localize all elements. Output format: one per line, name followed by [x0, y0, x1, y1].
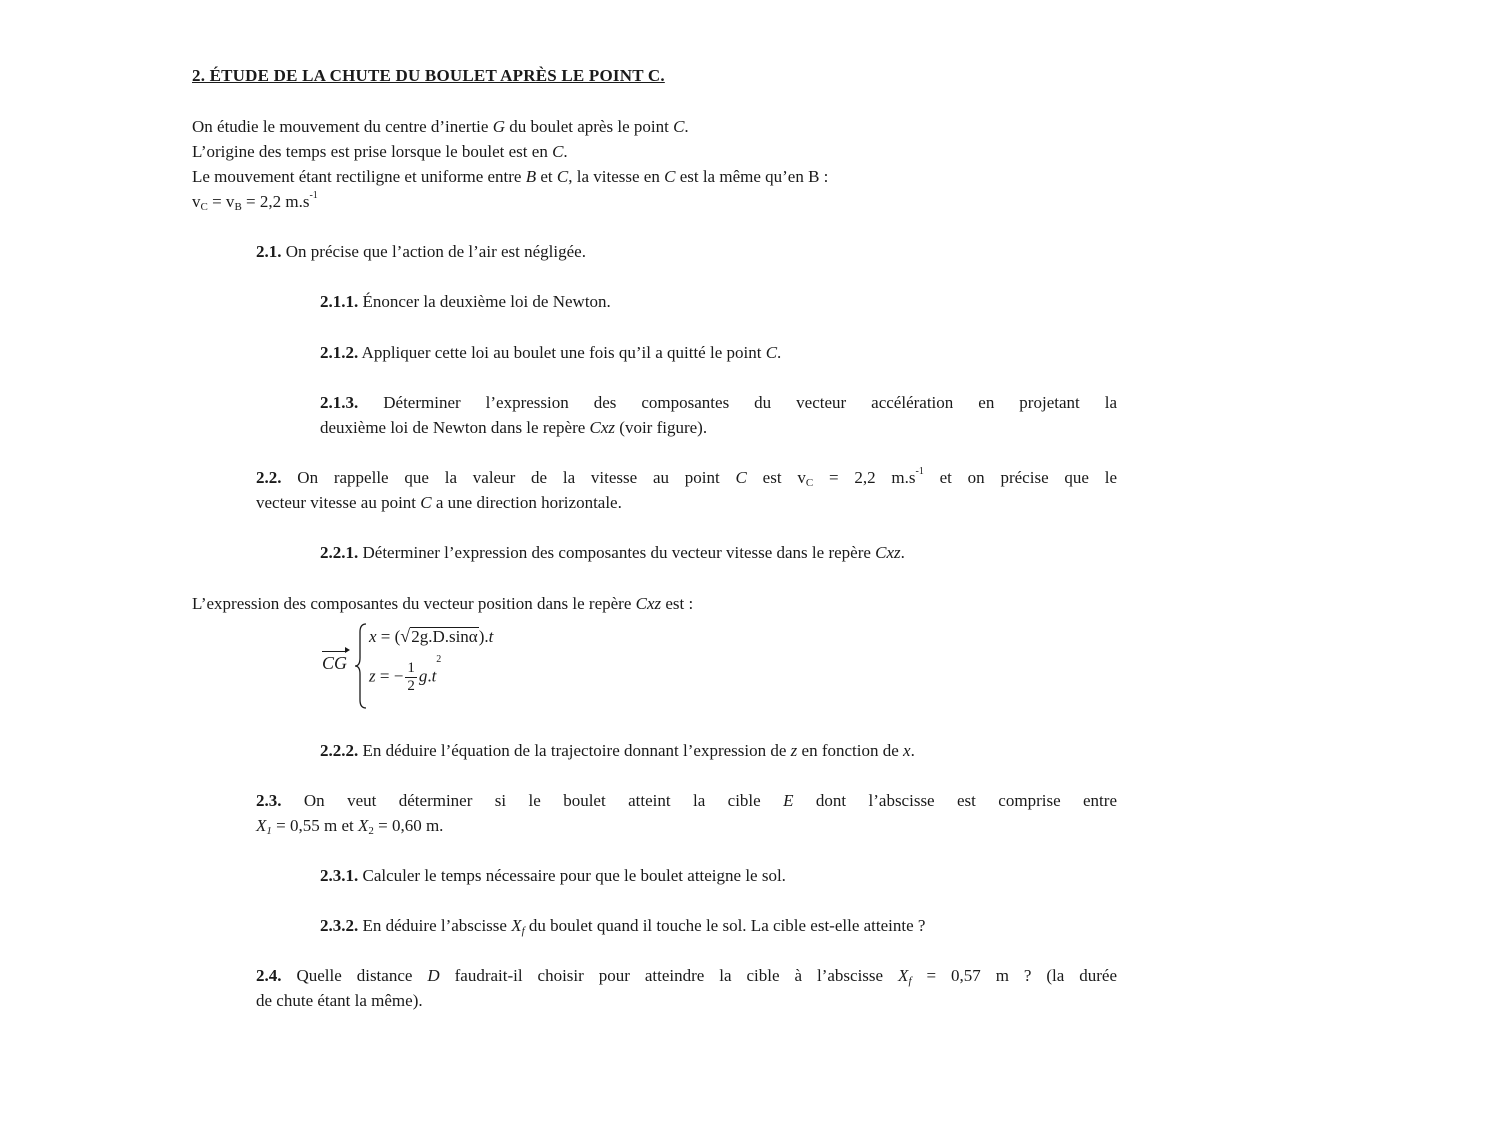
question-2-1-3-line-2: deuxième loi de Newton dans le repère Cxz (voir figure). [320, 418, 708, 437]
question-2-2-line-2: vecteur vitesse au point C a une direction horizontale. [256, 493, 622, 512]
position-expression-text: L’expression des composantes du vecteur position dans le repère Cxz est : [192, 594, 694, 613]
question-2-4-line-2: de chute étant la même). [256, 991, 423, 1010]
question-2-3-line-1: 2.3. On veut déterminer si le boulet atteint la cible E dont l’abscisse est comprise entre [256, 791, 1117, 810]
intro-line-2: L’origine des temps est prise lorsque le boulet est en C. [192, 142, 568, 161]
question-2-1-1: 2.1.1. Énoncer la deuxième loi de Newton. [320, 292, 611, 311]
question-2-3-line-2: $X_1 = 0,55$ m et $X_2 = 0,60$ m. [256, 816, 444, 837]
question-2-1-3-line-1: 2.1.3. Déterminer l’expression des composantes du vecteur accélération en projetant la [320, 393, 1117, 412]
question-2-2-line-1: 2.2. On rappelle que la valeur de la vitesse au point C est $v_C = 2,2$ $m.s^{-1}$ et on précise que le [256, 466, 1117, 489]
question-2-2-1: 2.2.1. Déterminer l’expression des composantes du vecteur vitesse dans le repère Cxz. [320, 543, 905, 562]
question-2-4-line-1: 2.4. Quelle distance D faudrait-il choisir pour atteindre la cible à l’abscisse $X_f = 0,57$ m ? (la durée [256, 966, 1118, 987]
question-2-1-2: 2.1.2. Appliquer cette loi au boulet une fois qu’il a quitté le point C. [320, 343, 782, 362]
intro-line-3: Le mouvement étant rectiligne et uniforme entre B et C, la vitesse en C est la même qu’en B : [192, 167, 829, 186]
system-brace [354, 622, 368, 710]
question-2-3-1: 2.3.1. Calculer le temps nécessaire pour que le boulet atteigne le sol. [320, 866, 786, 885]
intro-line-4: $v_C = v_B = 2,2$ $m.s^{-1}$ [192, 190, 318, 213]
question-2-3-2: 2.3.2. En déduire l’abscisse $X_f$ du boulet quand il touche le sol. La cible est-elle atteinte ? [320, 916, 926, 937]
vector-cg-label: CG [322, 653, 348, 673]
equation-x: x = (√2g.D.sinα).t [369, 626, 494, 646]
intro-line-1: On étudie le mouvement du centre d’inertie G du boulet après le point C. [192, 117, 689, 136]
question-2-2-2: 2.2.2. En déduire l’équation de la trajectoire donnant l’expression de z en fonction de x. [320, 741, 915, 760]
equation-z: z = − $\frac{1}{2}$ $g.t^2$ [369, 654, 442, 694]
section-title: 2. ÉTUDE DE LA CHUTE DU BOULET APRÈS LE POINT C. [192, 66, 665, 85]
question-2-1: 2.1. On précise que l’action de l’air est négligée. [256, 242, 586, 261]
